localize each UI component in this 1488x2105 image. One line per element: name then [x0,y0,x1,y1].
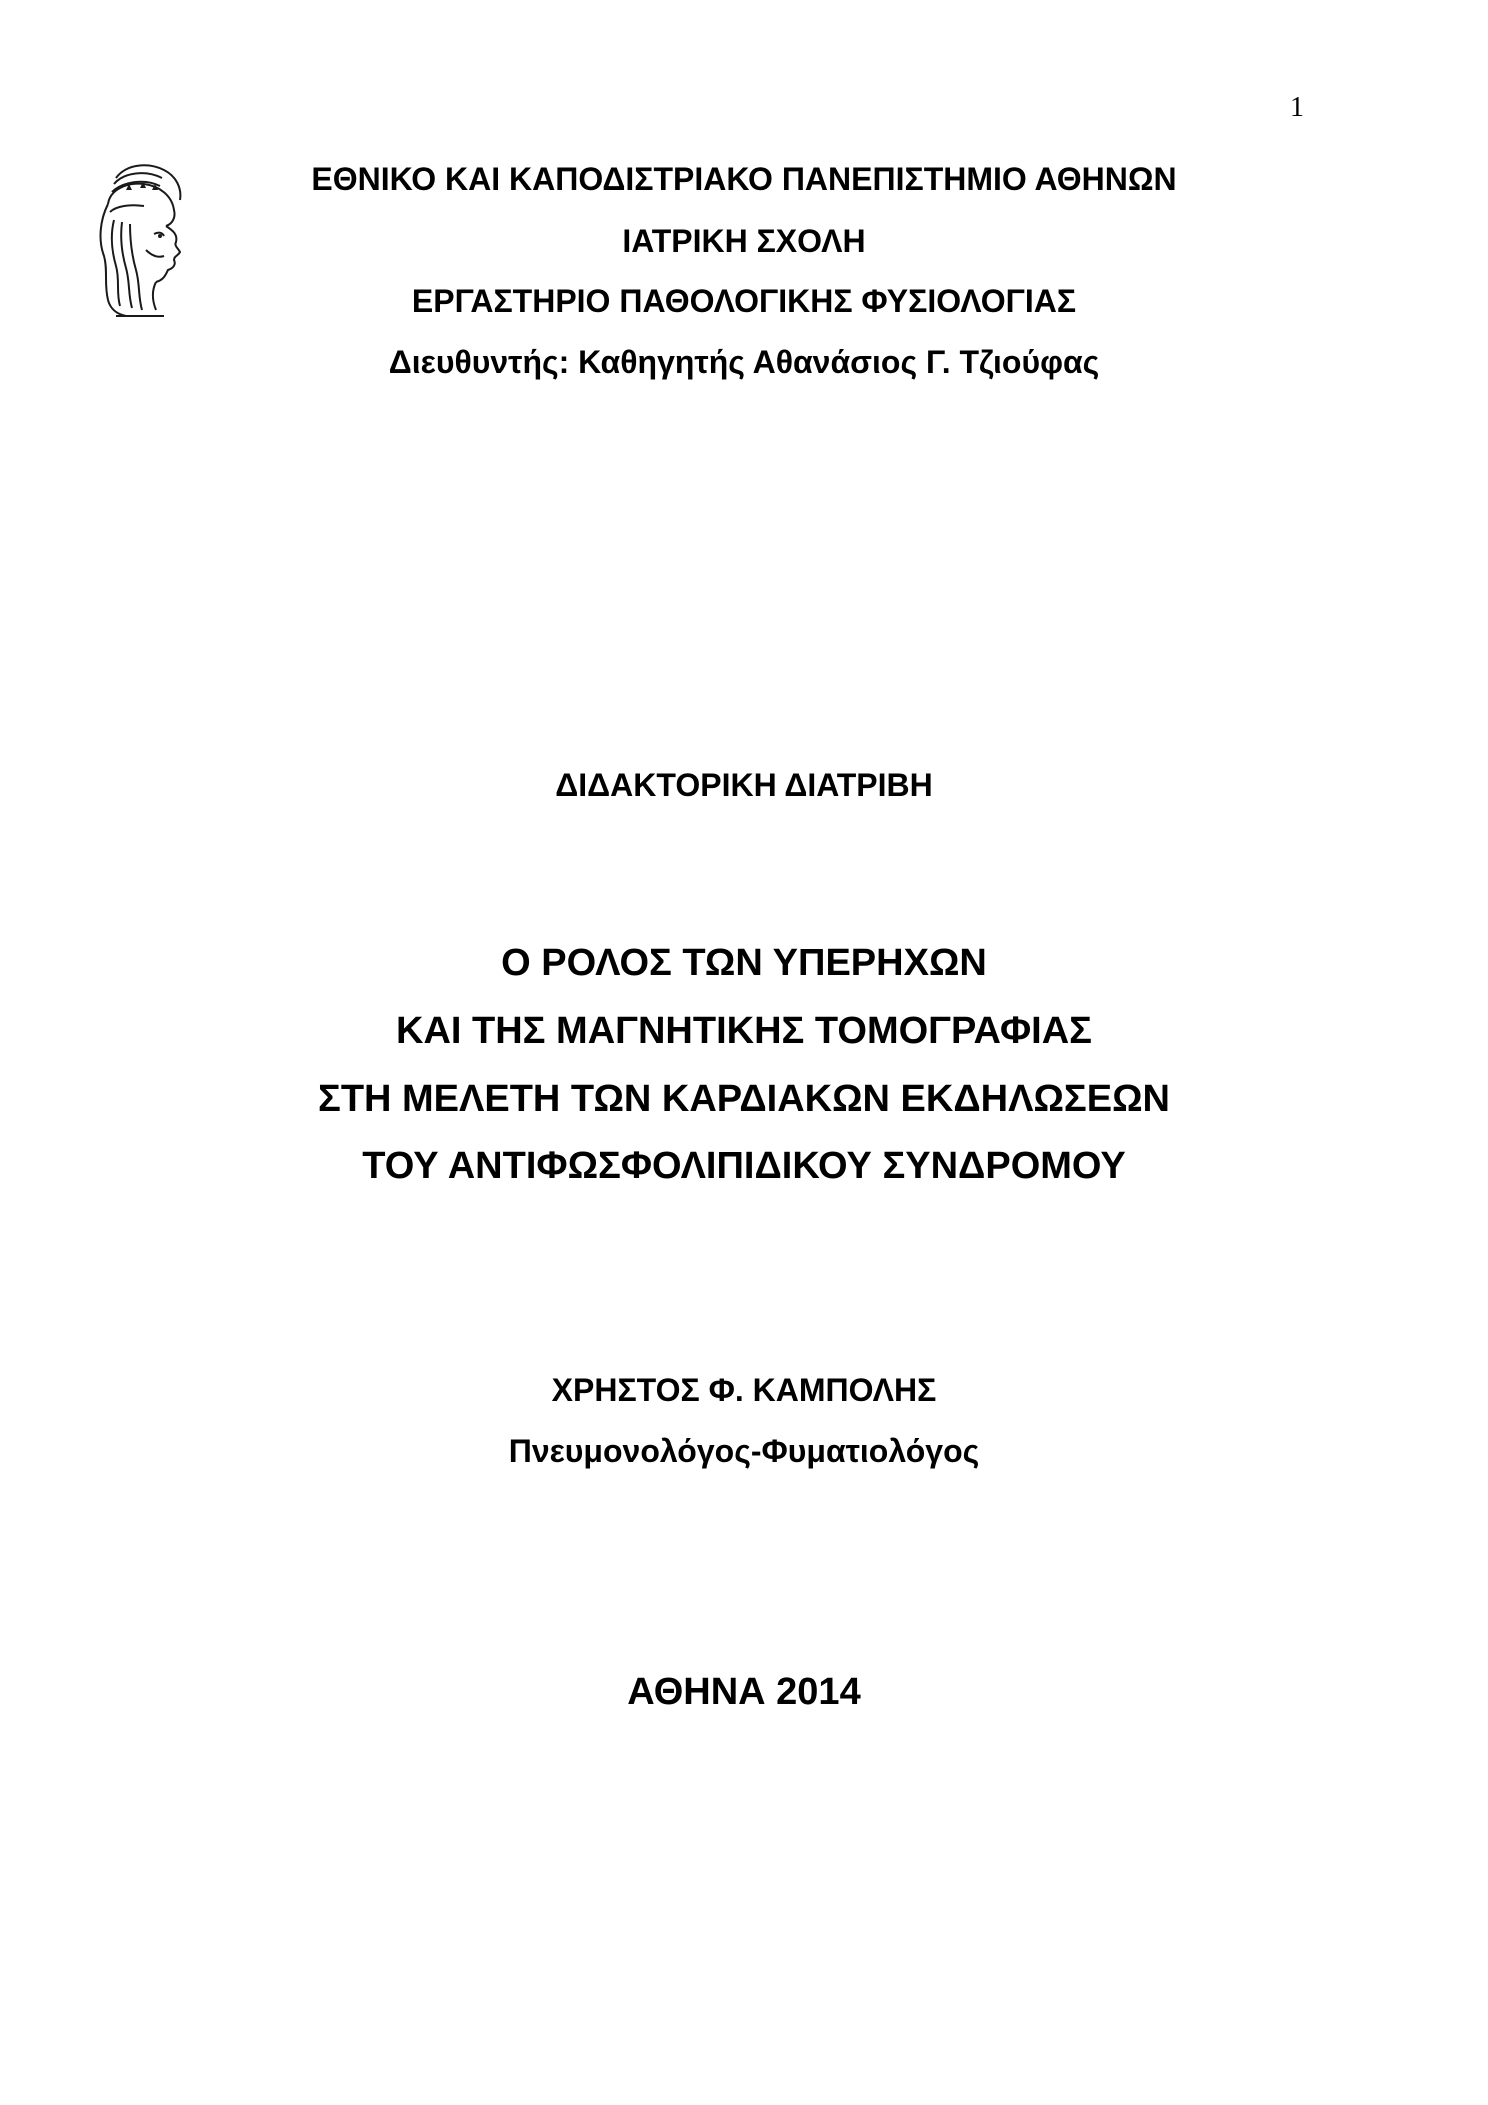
thesis-title-line: ΣΤΗ ΜΕΛΕΤΗ ΤΩΝ ΚΑΡΔΙΑΚΩΝ ΕΚΔΗΛΩΣΕΩΝ [318,1078,1170,1120]
school-name: ΙΑΤΡΙΚΗ ΣΧΟΛΗ [622,223,866,259]
author-specialty: Πνευμονολόγος-Φυματιολόγος [508,1433,980,1469]
document-type: ΔΙΔΑΚΤΟΡΙΚΗ ΔΙΑΤΡΙΒΗ [555,767,933,803]
thesis-title-line: ΚΑΙ ΤΗΣ ΜΑΓΝΗΤΙΚΗΣ ΤΟΜΟΓΡΑΦΙΑΣ [396,1010,1092,1052]
director-line: Διευθυντής: Καθηγητής Αθανάσιος Γ. Τζιούφας [388,344,1100,380]
university-name: ΕΘΝΙΚΟ ΚΑΙ ΚΑΠΟΔΙΣΤΡΙΑΚΟ ΠΑΝΕΠΙΣΤΗΜΙΟ ΑΘΗΝΩΝ [311,161,1177,197]
laboratory-name: ΕΡΓΑΣΤΗΡΙΟ ΠΑΘΟΛΟΓΙΚΗΣ ΦΥΣΙΟΛΟΓΙΑΣ [411,283,1077,319]
author-name: ΧΡΗΣΤΟΣ Φ. ΚΑΜΠΟΛΗΣ [551,1372,937,1408]
place-and-year: ΑΘΗΝΑ 2014 [627,1671,861,1713]
thesis-title-line: Ο ΡΟΛΟΣ ΤΩΝ ΥΠΕΡΗΧΩΝ [501,942,987,984]
page-number: 1 [1290,92,1304,123]
thesis-title-line: ΤΟΥ ΑΝΤΙΦΩΣΦΟΛΙΠΙΔΙΚΟΥ ΣΥΝΔΡΟΜΟΥ [362,1145,1126,1187]
